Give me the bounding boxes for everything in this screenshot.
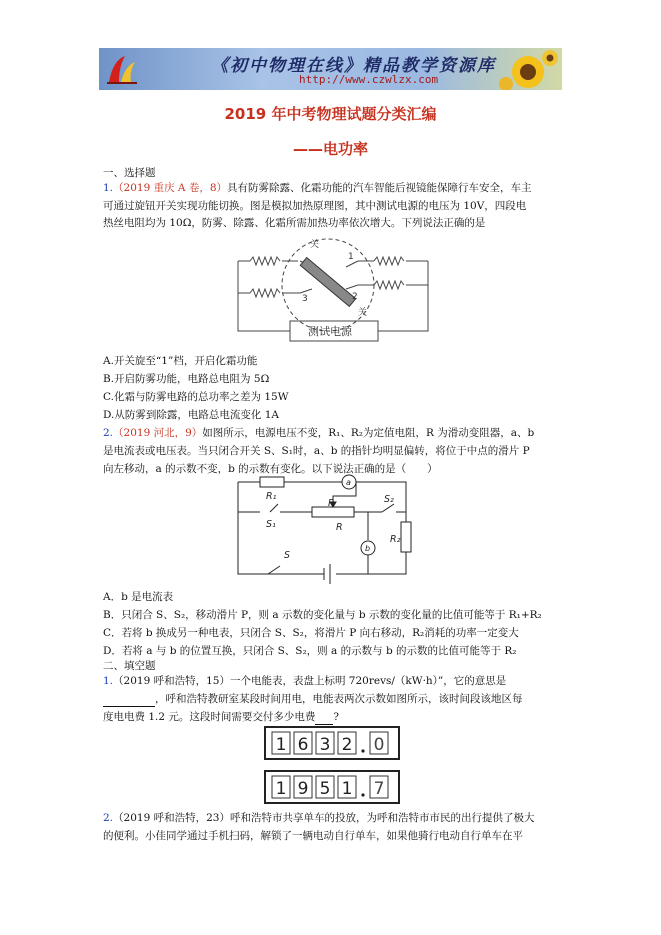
q2-fig-p: P <box>328 498 334 509</box>
q1-source: （2019 重庆 A 卷，8） <box>113 182 228 194</box>
site-logo-icon <box>105 52 139 86</box>
q2-fig-s2: S₂ <box>384 494 394 505</box>
doc-subtitle: ——电功率 <box>292 140 368 158</box>
q1-fig-off-top: 关 <box>310 240 320 250</box>
q4-line2: 的便利。小佳同学通过手机扫码，解锁了一辆电动自行单车，如果他骑行电动自行单车在平 <box>103 830 523 842</box>
q1-number: 1. <box>103 182 114 194</box>
meter2-digit-4: 1 <box>341 779 353 799</box>
sunflower-icon <box>498 50 558 90</box>
q1-option-a: A.开关旋至“1”档，开启化霜功能 <box>103 355 258 367</box>
meter2-digit-3: 5 <box>319 779 331 799</box>
q1-line2: 可通过旋钮开关实现功能切换。图是模拟加热原理图，其中测试电源的电压为 10V，四段电 <box>103 200 527 212</box>
q2-line2: 是电流表或电压表。当只闭合开关 S、S₁时，a、b 的指针均明显偏转，将位于中点的滑片 P <box>103 445 530 457</box>
q1-circuit-figure <box>218 233 450 351</box>
meter2-digit-2: 9 <box>297 779 309 799</box>
q4-text-1: （2019 呼和浩特，23）呼和浩特市共享单车的投放，为呼和浩特市市民的出行提供了极大 <box>113 812 535 824</box>
q3-answer-blank-2 <box>315 710 333 725</box>
q3-text-3b: ? <box>333 711 340 723</box>
q2-fig-r1: R₁ <box>266 491 277 502</box>
q2-option-b: B．只闭合 S、S₂，移动滑片 P，则 a 示数的变化量与 b 示数的变化量的比值可能等于 R₁+R₂ <box>103 609 542 621</box>
q1-option-d: D.从防雾到除露，电路总电流变化 1A <box>103 409 279 421</box>
section-heading-fill: 二、填空题 <box>103 660 156 672</box>
q3-line1 <box>103 674 506 688</box>
q1-option-c: C.化霜与防雾电路的总功率之差为 15W <box>103 391 289 403</box>
q2-fig-s1: S₁ <box>266 519 276 530</box>
meter-reading-2 <box>264 770 400 804</box>
q2-number: 2. <box>103 427 114 439</box>
q2-fig-r2: R₂ <box>390 534 401 545</box>
q1-fig-power-label: 测试电源 <box>308 325 352 338</box>
banner-title: 《初中物理在线》精品教学资源库 <box>211 56 496 76</box>
q3-line2 <box>103 692 523 707</box>
meter-reading-1 <box>264 726 400 760</box>
q1-fig-off-bottom: 关 <box>358 308 368 318</box>
meter1-digit-5: 0 <box>373 735 385 755</box>
q2-line1 <box>103 426 534 440</box>
q4-line1 <box>103 811 534 825</box>
q1-text-1: 具有防雾除露、化霜功能的汽车智能后视镜能保障行车安全，车主 <box>227 182 532 194</box>
q2-circuit-figure <box>232 472 418 588</box>
section-heading-choice: 一、选择题 <box>103 167 156 179</box>
q3-text-3: 度电电费 1.2 元。这段时间需要交付多少电费 <box>103 711 316 723</box>
q3-text-2: ，呼和浩特教研室某段时间用电，电能表两次示数如图所示，该时间段该地区每 <box>155 693 523 705</box>
banner-url: http://www.czwlzx.com <box>299 73 439 86</box>
q4-number: 2. <box>103 812 114 824</box>
doc-title: 2019 年中考物理试题分类汇编 <box>224 105 437 123</box>
q2-source: （2019 河北，9） <box>113 427 203 439</box>
q3-number: 1. <box>103 675 114 687</box>
q2-fig-s: S <box>284 550 291 561</box>
q3-text-1: （2019 呼和浩特，15）一个电能表，表盘上标明 720revs/（kW·h）”，它的意思是 <box>113 675 507 687</box>
meter2-digit-1: 1 <box>275 779 287 799</box>
q2-line3: 向左移动，a 的示数不变，b 的示数有变化。以下说法正确的是（ ） <box>103 463 438 475</box>
meter2-digit-5: 7 <box>373 779 385 799</box>
meter1-digit-1: 1 <box>275 735 287 755</box>
q1-option-b: B.开启防雾功能，电路总电阻为 5Ω <box>103 373 270 385</box>
meter1-digit-4: 2 <box>341 735 353 755</box>
q2-fig-meter-b: b <box>365 544 371 553</box>
meter1-digit-2: 6 <box>297 735 309 755</box>
q2-text-1: 如图所示，电源电压不变，R₁、R₂为定值电阻，R 为滑动变阻器，a、b <box>202 427 535 439</box>
q3-answer-blank-1 <box>103 692 155 707</box>
rotary-knob-icon <box>300 258 355 307</box>
meter1-digit-3: 3 <box>319 735 331 755</box>
q2-fig-r: R <box>336 522 343 533</box>
q2-option-a: A．b 是电流表 <box>103 591 174 603</box>
q1-fig-contact-2: 2 <box>352 292 358 302</box>
q2-option-d: D．若将 a 与 b 的位置互换，只闭合 S、S₂，则 a 的示数与 b 的示数的比值可能等于 R₂ <box>103 645 517 657</box>
q1-line3: 热丝电阻均为 10Ω，防雾、除露、化霜所需加热功率依次增大。下列说法正确的是 <box>103 217 486 229</box>
header-banner <box>99 48 562 90</box>
q1-line1 <box>103 181 532 195</box>
q1-fig-contact-3: 3 <box>302 294 308 304</box>
q2-fig-meter-a: a <box>346 478 351 487</box>
q3-line3 <box>103 710 339 725</box>
q1-fig-contact-1: 1 <box>348 252 354 262</box>
q2-option-c: C．若将 b 换成另一种电表，只闭合 S、S₂，将滑片 P 向右移动，R₂消耗的功率一定变大 <box>103 627 519 639</box>
